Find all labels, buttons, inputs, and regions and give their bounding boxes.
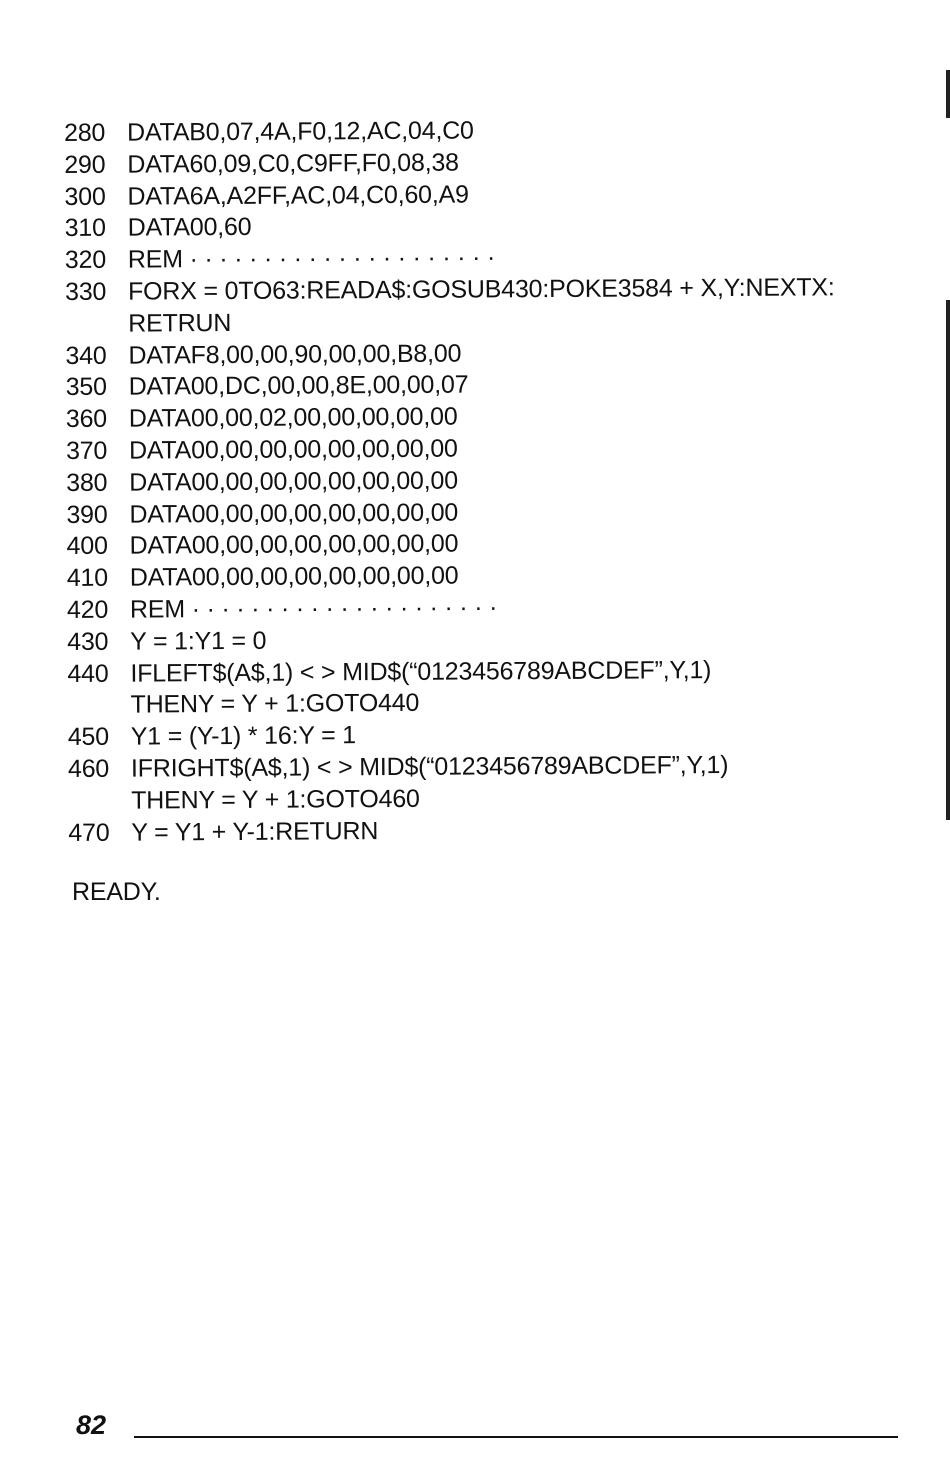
listing-line <box>65 335 905 372</box>
line-code: DATA00,00,00,00,00,00,00,00 <box>129 466 458 497</box>
listing-line <box>65 240 905 277</box>
listing-line <box>67 590 907 627</box>
listing-line <box>68 749 908 786</box>
line-number: 450 <box>67 722 109 752</box>
listing-line-continuation <box>67 685 907 722</box>
line-code: DATA00,DC,00,00,8E,00,00,07 <box>128 370 469 401</box>
line-number: 380 <box>66 468 108 497</box>
listing-line <box>67 526 907 563</box>
scan-edge-mark <box>946 300 950 820</box>
listing-line <box>64 145 904 182</box>
line-number: 400 <box>66 532 108 561</box>
line-code: DATA60,09,C0,C9FF,F0,08,38 <box>127 148 459 179</box>
line-number: 420 <box>66 595 109 624</box>
listing-line <box>66 463 906 500</box>
listing-line <box>64 113 904 150</box>
listing-line-continuation <box>68 781 908 818</box>
line-number: 440 <box>67 659 109 688</box>
line-code: DATA00,00,02,00,00,00,00,00 <box>128 402 458 433</box>
listing-line <box>65 272 905 309</box>
line-code: Y = Y1 + Y-1:RETURN <box>131 816 379 847</box>
line-number: 410 <box>66 563 109 593</box>
line-code: DATA00,00,00,00,00,00,00,00 <box>128 434 458 465</box>
listing-line <box>68 717 908 754</box>
line-code: DATA00,00,00,00,00,00,00,00 <box>129 498 459 529</box>
line-number: 320 <box>64 245 107 275</box>
listing-line <box>68 812 908 849</box>
line-code: THENY = Y + 1:GOTO460 <box>131 784 420 815</box>
line-code: IFLEFT$(A$,1) < > MID$(“0123456789ABCDEF”,Y,1) <box>130 655 712 688</box>
line-number: 350 <box>65 373 107 402</box>
listing-line <box>66 494 906 531</box>
line-number: 330 <box>64 277 107 306</box>
line-number: 290 <box>64 150 106 179</box>
line-code: DATAB0,07,4A,F0,12,AC,04,C0 <box>127 116 474 147</box>
listing-line <box>64 176 904 213</box>
ready-prompt: READY. <box>72 878 161 906</box>
listing-line-continuation <box>65 304 905 341</box>
listing-line <box>67 558 907 595</box>
listing-line <box>66 399 906 436</box>
listing-line <box>67 653 907 690</box>
line-number: 280 <box>64 118 106 147</box>
line-code: RETRUN <box>128 308 232 338</box>
listing-line <box>66 367 906 404</box>
line-number: 470 <box>68 818 110 847</box>
line-code: Y = 1:Y1 = 0 <box>130 626 267 656</box>
line-code: DATA00,00,00,00,00,00,00,00 <box>129 561 459 592</box>
line-number: 340 <box>65 341 107 370</box>
line-number: 310 <box>64 214 106 243</box>
line-code: DATA00,60 <box>127 213 252 243</box>
page-number: 82 <box>76 1410 107 1440</box>
line-code: THENY = Y + 1:GOTO440 <box>130 689 420 719</box>
line-number: 370 <box>65 436 108 465</box>
line-code: FORX = 0TO63:READA$:GOSUB430:POKE3584 + X,Y:NEXTX: <box>127 273 835 306</box>
line-code: IFRIGHT$(A$,1) < > MID$(“0123456789ABCDEF”,Y,1) <box>130 750 729 783</box>
listing-line <box>66 431 906 468</box>
basic-listing <box>64 113 908 849</box>
line-number: 390 <box>66 500 108 529</box>
scan-edge-mark <box>946 70 950 118</box>
line-code: Y1 = (Y-1) * 16:Y = 1 <box>130 721 356 751</box>
line-number: 360 <box>65 404 108 434</box>
line-number: 430 <box>67 627 109 656</box>
listing-line <box>67 622 907 659</box>
line-number: 460 <box>67 754 110 783</box>
line-code: DATA00,00,00,00,00,00,00,00 <box>129 529 459 560</box>
line-number: 300 <box>64 182 106 211</box>
footer-rule <box>134 1436 898 1438</box>
line-code: DATA6A,A2FF,AC,04,C0,60,A9 <box>127 180 469 211</box>
page-footer <box>76 1408 898 1448</box>
line-code: DATAF8,00,00,90,00,00,B8,00 <box>128 339 462 370</box>
line-code: REM · · · · · · · · · · · · · · · · · · · · · <box>129 593 498 624</box>
line-code: REM · · · · · · · · · · · · · · · · · · · · · <box>127 243 496 274</box>
listing-line <box>65 208 905 245</box>
